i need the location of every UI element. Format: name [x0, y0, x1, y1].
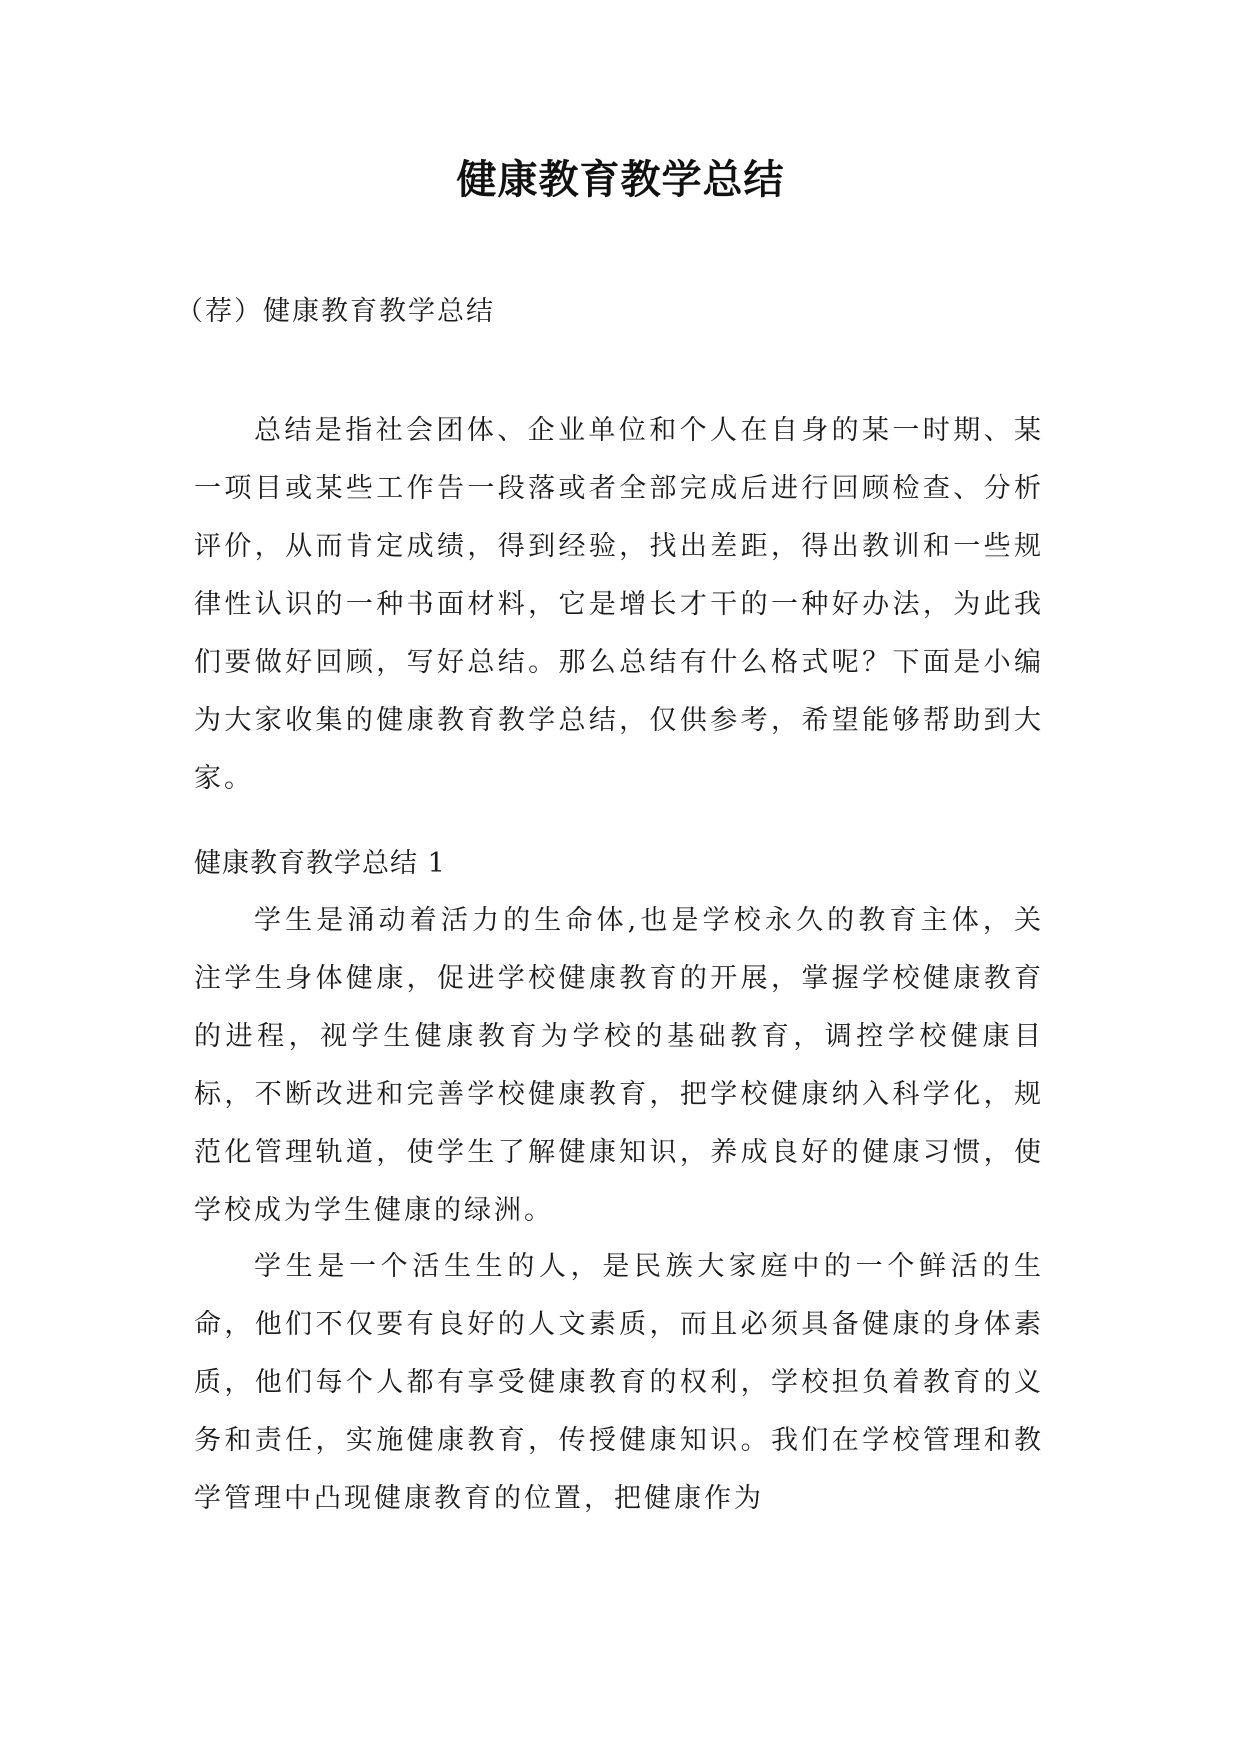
intro-paragraph: 总结是指社会团体、企业单位和个人在自身的某一时期、某一项目或某些工作告一段落或者全部完成后进行回顾检查、分析评价，从而肯定成绩，得到经验，找出差距，得出教训和一些规律性认识的一种书面材料，它是增长才干的一种好办法，为此我们要做好回顾，写好总结。那么总结有什么格式呢？下面是小编为大家收集的健康教育教学总结，仅供参考，希望能够帮助到大家。 — [194, 415, 1044, 794]
body-paragraph: 学生是一个活生生的人，是民族大家庭中的一个鲜活的生命，他们不仅要有良好的人文素质，而且必须具备健康的身体素质，他们每个人都有享受健康教育的权利，学校担负着教育的义务和责任，实施健康教育，传授健康知识。我们在学校管理和教学管理中凸现健康教育的位置，把健康作为 — [194, 1251, 1044, 1514]
section-heading: 健康教育教学总结 1 — [194, 848, 446, 879]
body-paragraph: 学生是涌动着活力的生命体,也是学校永久的教育主体，关注学生身体健康，促进学校健康教育的开展，掌握学校健康教育的进程，视学生健康教育为学校的基础教育，调控学校健康目标，不断改进和完善学校健康教育，把学校健康纳入科学化，规范化管理轨道，使学生了解健康知识，养成良好的健康习惯，使学校成为学生健康的绿洲。 — [194, 905, 1044, 1226]
page-title: 健康教育教学总结 — [456, 157, 785, 203]
document-subtitle: （荐）健康教育教学总结 — [176, 296, 495, 327]
